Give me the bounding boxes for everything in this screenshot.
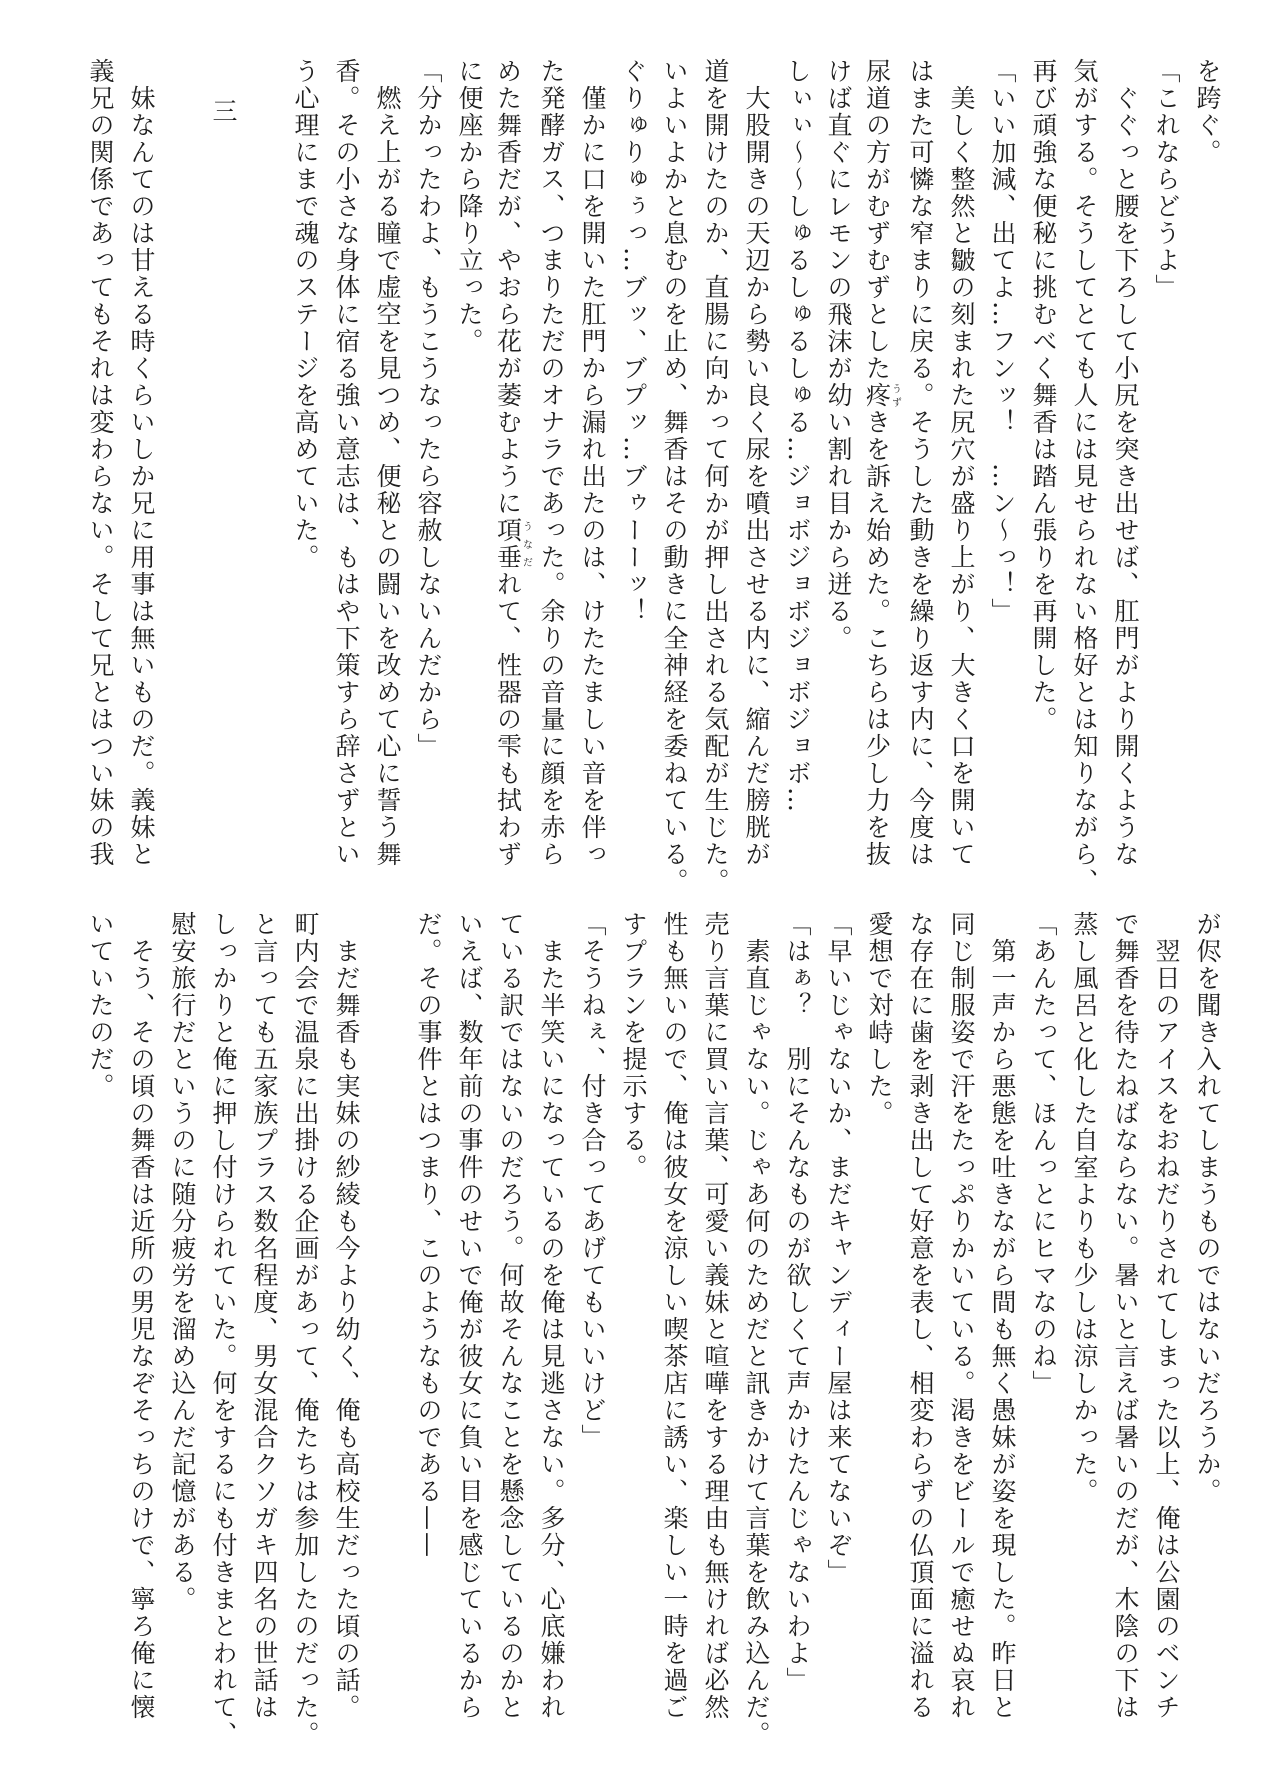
text-line: な存在に歯を剥き出して好意を表し、相変わらずの仏頂面に溢れる: [906, 911, 935, 1721]
text-segment: 尿道の方がむずむずとした: [862, 58, 892, 382]
text-line: 気がする。そうしてとても人には見せられない格好とは知りながら、: [1070, 58, 1099, 895]
blank-line: [244, 58, 285, 873]
text-line: 「はぁ？ 別にそんなものが欲しくて声かけたんじゃないわよ」: [783, 911, 812, 1694]
chapter-heading: 三: [209, 98, 238, 125]
text-line: だ。その事件とはつまり、このようなものである——: [414, 911, 443, 1559]
text-line: う心理にまで魂のステージを高めていた。: [291, 58, 320, 571]
text-line: 美しく整然と皺の刻まれた尻穴が盛り上がり、大きく口を開いて: [947, 58, 976, 868]
text-line: で舞香を待たねばならない。暑いと言えば暑いのだが、木陰の下は: [1111, 911, 1140, 1721]
ruby-base: 疼: [862, 382, 892, 409]
text-line: 売り言葉に買い言葉、可愛い義妹と喧嘩をする理由も無ければ必然: [701, 911, 730, 1721]
text-line: 「分かったわよ、もうこうなったら容赦しないんだから」: [414, 58, 443, 760]
text-line: 同じ制服姿で汗をたっぷりかいている。渇きをビールで癒せぬ哀れ: [947, 911, 976, 1721]
text-line: 再び頑強な便秘に挑むべく舞香は踏ん張りを再開した。: [1029, 58, 1058, 733]
text-line: 蒸し風呂と化した自室よりも少しは涼しかった。: [1070, 911, 1099, 1505]
text-line: 道を開けたのか、直腸に向かって何かが押し出される気配が生じた。: [701, 58, 730, 895]
text-segment: めた舞香だが、やおら花が萎むように: [493, 58, 523, 517]
text-line: ぐりゅりゅぅっ…ブッ、ブプッ…ブゥーーッ！: [619, 58, 648, 625]
text-line: た発酵ガス、つまりただのオナラであった。余りの音量に顔を赤ら: [537, 58, 566, 868]
text-line: と言っても五家族プラス数名程度、男女混合クソガキ四名の世話は: [250, 911, 279, 1721]
text-segment: きを訴え始めた。こちらは少し力を抜: [862, 409, 892, 868]
text-line: しっかりと俺に押し付けられていた。何をするにも付きまとわれて、: [209, 911, 238, 1748]
text-line: そう、その頃の舞香は近所の男児なぞそっちのけで、寧ろ俺に懐: [127, 911, 156, 1721]
text-line: 義兄の関係であってもそれは変わらない。そして兄とはつい妹の我: [86, 58, 115, 868]
text-line: 「早いじゃないか、まだキャンディー屋は来てないぞ」: [824, 911, 853, 1586]
text-line: 僅かに口を開いた肛門から漏れ出たのは、けたたましい音を伴っ: [578, 58, 607, 868]
text-line: 「いい加減、出てよ…フンッ！ …ン〜っ！」: [988, 58, 1017, 625]
text-line: ぐぐっと腰を下ろして小尻を突き出せば、肛門がより開くような: [1111, 58, 1140, 868]
text-line: 燃え上がる瞳で虚空を見つめ、便秘との闘いを改めて心に誓う舞: [373, 58, 402, 868]
text-line: 「あんたって、ほんっとにヒマなのね」: [1029, 911, 1058, 1397]
text-line: 大股開きの天辺から勢い良く尿を噴出させる内に、縮んだ膀胱が: [742, 58, 771, 868]
text-line: しぃぃ〜〜しゅるしゅるしゅる…ジョボジョボジョボジョボ…: [783, 58, 812, 814]
text-line: はまた可憐な窄まりに戻る。そうした動きを繰り返す内に、今度は: [906, 58, 935, 868]
ruby-annotated-word: [493, 517, 532, 571]
text-line: [859, 58, 900, 873]
ruby-reading: うず: [889, 382, 901, 409]
text-segment: れて、性器の雫も拭わず: [493, 571, 523, 868]
text-line: 「そうねぇ、付き合ってあげてもいいけど」: [578, 911, 607, 1451]
text-line: 慰安旅行だというのに随分疲労を溜め込んだ記憶がある。: [168, 911, 197, 1613]
blank-line: [162, 58, 203, 873]
text-line: が侭を聞き入れてしまうものではないだろうか。: [1193, 911, 1222, 1505]
text-line: すプランを提示する。: [619, 911, 648, 1181]
text-line: 性も無いので、俺は彼女を涼しい喫茶店に誘い、楽しい一時を過ご: [660, 911, 689, 1721]
text-line: 第一声から悪態を吐きながら間も無く愚妹が姿を現した。昨日と: [988, 911, 1017, 1721]
text-line: いていたのだ。: [86, 911, 115, 1100]
blank-line: [367, 911, 408, 1726]
text-line: ている訳ではないのだろう。何故そんなことを懸念しているのかと: [496, 911, 525, 1721]
ruby-annotated-word: [862, 382, 901, 409]
text-block-bottom: [78, 911, 1228, 1748]
text-line: けば直ぐにレモンの飛沫が幼い割れ目から迸る。: [824, 58, 853, 652]
text-line: に便座から降り立った。: [455, 58, 484, 355]
text-line: 「これならどうよ」: [1152, 58, 1181, 301]
text-line: を跨ぐ。: [1193, 58, 1222, 166]
text-line: 愛想で対峙した。: [865, 911, 894, 1127]
text-line: 町内会で温泉に出掛ける企画があって、俺たちは参加したのだった。: [291, 911, 320, 1748]
text-line: 素直じゃない。じゃあ何のためだと訊きかけて言葉を飲み込んだ。: [742, 911, 771, 1748]
text-line: 翌日のアイスをおねだりされてしまった以上、俺は公園のベンチ: [1152, 911, 1181, 1721]
text-line: いえば、数年前の事件のせいで俺が彼女に負い目を感じているから: [455, 911, 484, 1721]
text-block-top: [78, 58, 1228, 895]
text-line: まだ舞香も実妹の紗綾も今より幼く、俺も高校生だった頃の話。: [332, 911, 361, 1721]
text-line: いよいよかと息むのを止め、舞香はその動きに全神経を委ねている。: [660, 58, 689, 895]
ruby-reading: うなだ: [520, 517, 532, 571]
text-line: また半笑いになっているのを俺は見逃さない。多分、心底嫌われ: [537, 911, 566, 1721]
text-line: 妹なんてのは甘える時くらいしか兄に用事は無いものだ。義妹と: [127, 58, 156, 868]
text-line: [490, 58, 531, 873]
text-line: 香。その小さな身体に宿る強い意志は、もはや下策すら辞さずとい: [332, 58, 361, 868]
ruby-base: 項垂: [493, 517, 523, 571]
